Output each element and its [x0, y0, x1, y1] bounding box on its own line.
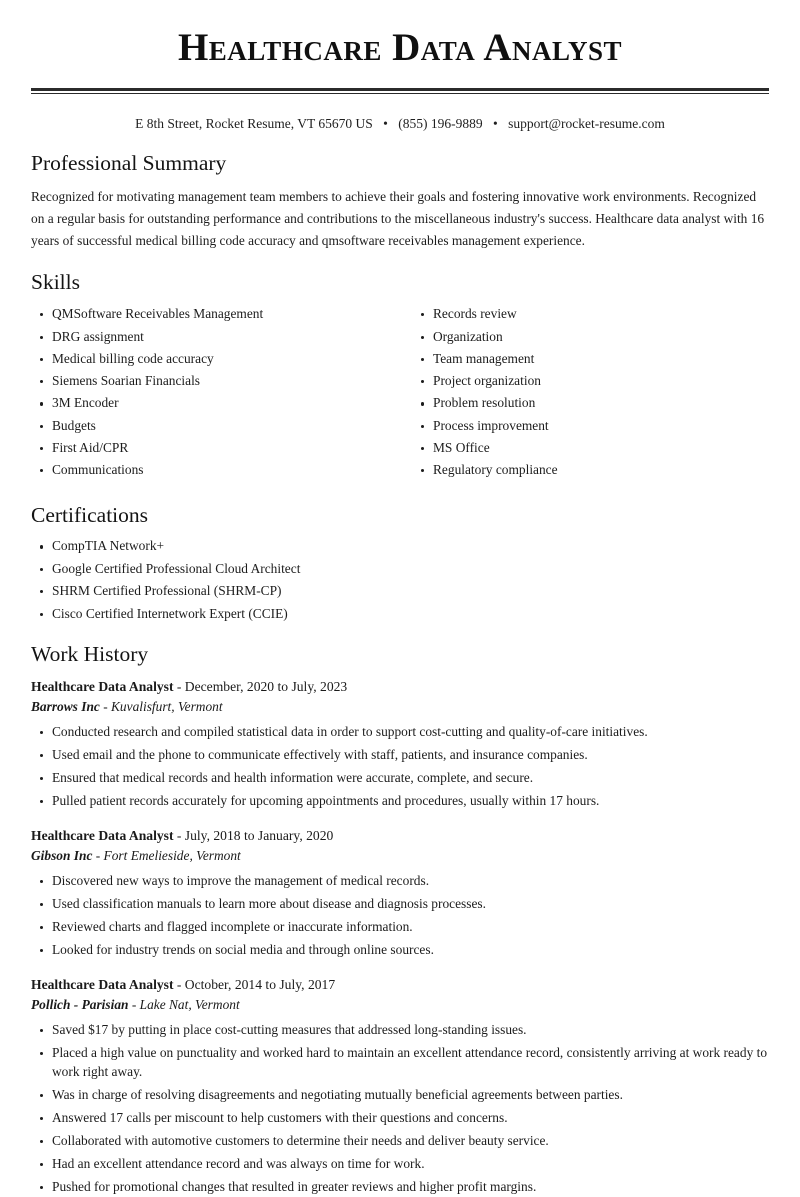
list-item: Pulled patient records accurately for upcoming appointments and procedures, usually within 17 hours.	[31, 792, 769, 811]
summary-text: Recognized for motivating management team members to achieve their goals and fostering innovative work environments. Recognized on a regular basis for outstanding performance and contributions to the miscellaneous industry's success. Healthcare data analyst with 16 years of successful medical billing code accuracy and qmsoftware receivables management experience.	[31, 189, 765, 248]
job-company-line	[31, 697, 769, 716]
contact-phone: (855) 196-9889	[398, 115, 483, 131]
list-item: Looked for industry trends on social media and through online sources.	[31, 941, 769, 960]
header-divider	[31, 88, 769, 94]
job-location: Kuvalisfurt, Vermont	[111, 698, 223, 714]
job-location: Fort Emelieside, Vermont	[103, 847, 241, 863]
list-item: MS Office	[412, 439, 769, 457]
page-title: Healthcare Data Analyst	[177, 26, 623, 69]
list-item: DRG assignment	[31, 328, 400, 346]
job-title-line	[31, 975, 769, 994]
contact-separator-1: •	[383, 115, 388, 131]
list-item: Budgets	[31, 417, 400, 435]
list-item: Used classification manuals to learn more about disease and diagnosis processes.	[31, 895, 769, 914]
job-title-separator: -	[173, 976, 185, 992]
list-item: Siemens Soarian Financials	[31, 372, 400, 390]
list-item: Medical billing code accuracy	[31, 350, 400, 368]
job-title-separator: -	[173, 827, 185, 843]
skills-column-left	[31, 305, 400, 483]
job-title: Healthcare Data Analyst	[31, 976, 174, 992]
skills-list-left	[31, 305, 400, 479]
work-history-entry	[31, 975, 769, 1197]
list-item: Regulatory compliance	[412, 461, 769, 479]
list-item: Discovered new ways to improve the management of medical records.	[31, 872, 769, 891]
list-item: Used email and the phone to communicate effectively with staff, patients, and insurance companies.	[31, 746, 769, 765]
skills-column-right	[400, 305, 769, 483]
list-item: QMSoftware Receivables Management	[31, 305, 400, 323]
job-dates: October, 2014 to July, 2017	[184, 976, 336, 992]
work-history-entry	[31, 677, 769, 811]
list-item: Records review	[412, 305, 769, 323]
list-item: Placed a high value on punctuality and worked hard to maintain an excellent attendance record, consistently arriving at work ready to work right away.	[31, 1044, 769, 1081]
list-item: Saved $17 by putting in place cost-cutting measures that addressed long-standing issues.	[31, 1021, 769, 1040]
section-professional-summary	[31, 150, 769, 251]
job-dates: July, 2018 to January, 2020	[184, 827, 334, 843]
section-heading-summary: Professional Summary	[31, 151, 227, 176]
list-item: First Aid/CPR	[31, 439, 400, 457]
list-item: Problem resolution	[412, 394, 769, 412]
list-item: 3M Encoder	[31, 394, 400, 412]
work-history-entries	[31, 677, 769, 1197]
job-bullets	[31, 1021, 769, 1197]
list-item: Conducted research and compiled statistical data in order to support cost-cutting and quality-of-care initiatives.	[31, 723, 769, 742]
list-item: Answered 17 calls per miscount to help customers with their questions and concerns.	[31, 1109, 769, 1128]
list-item: Team management	[412, 350, 769, 368]
list-item: SHRM Certified Professional (SHRM-CP)	[31, 582, 769, 600]
list-item: Had an excellent attendance record and was always on time for work.	[31, 1155, 769, 1174]
section-heading-certifications: Certifications	[31, 502, 149, 527]
job-location: Lake Nat, Vermont	[139, 997, 240, 1013]
list-item: Was in charge of resolving disagreements and negotiating mutually beneficial agreements between parties.	[31, 1086, 769, 1105]
job-company: Barrows Inc	[31, 698, 100, 714]
job-dates: December, 2020 to July, 2023	[184, 678, 348, 694]
section-work-history	[31, 641, 769, 1197]
list-item: Ensured that medical records and health information were accurate, complete, and secure.	[31, 769, 769, 788]
list-item: CompTIA Network+	[31, 537, 769, 555]
job-company-separator: -	[92, 847, 104, 863]
job-title-line	[31, 826, 769, 845]
skills-list-right	[412, 305, 769, 479]
list-item: Organization	[412, 328, 769, 346]
list-item: Cisco Certified Internetwork Expert (CCIE)	[31, 605, 769, 623]
contact-address: E 8th Street, Rocket Resume, VT 65670 US	[135, 115, 373, 131]
contact-separator-2: •	[492, 115, 498, 131]
section-heading-skills: Skills	[31, 270, 80, 295]
contact-email[interactable]: support@rocket-resume.com	[508, 115, 665, 131]
list-item: Pushed for promotional changes that resulted in greater reviews and higher profit margins.	[31, 1178, 769, 1197]
list-item: Collaborated with automotive customers to determine their needs and deliver beauty service.	[31, 1132, 769, 1151]
list-item: Process improvement	[412, 417, 769, 435]
certifications-list	[31, 537, 769, 622]
list-item: Reviewed charts and flagged incomplete or inaccurate information.	[31, 918, 769, 937]
job-bullets	[31, 872, 769, 960]
job-company-line	[31, 995, 769, 1014]
section-skills	[31, 269, 769, 483]
contact-info	[31, 115, 769, 133]
list-item: Communications	[31, 461, 400, 479]
section-heading-work-history: Work History	[31, 641, 149, 666]
job-title: Healthcare Data Analyst	[31, 678, 174, 694]
job-company-separator: -	[99, 698, 111, 714]
job-company: Pollich - Parisian	[31, 997, 129, 1013]
divider-line-bottom	[31, 93, 769, 94]
section-certifications	[31, 502, 769, 623]
job-title: Healthcare Data Analyst	[31, 827, 174, 843]
job-company-line	[31, 846, 769, 865]
job-company-separator: -	[128, 997, 140, 1013]
list-item: Project organization	[412, 372, 769, 390]
skills-columns	[31, 305, 769, 483]
job-title-separator: -	[173, 678, 185, 694]
work-history-entry	[31, 826, 769, 960]
list-item: Google Certified Professional Cloud Architect	[31, 560, 769, 578]
job-title-line	[31, 677, 769, 696]
job-bullets	[31, 723, 769, 811]
job-company: Gibson Inc	[31, 847, 93, 863]
